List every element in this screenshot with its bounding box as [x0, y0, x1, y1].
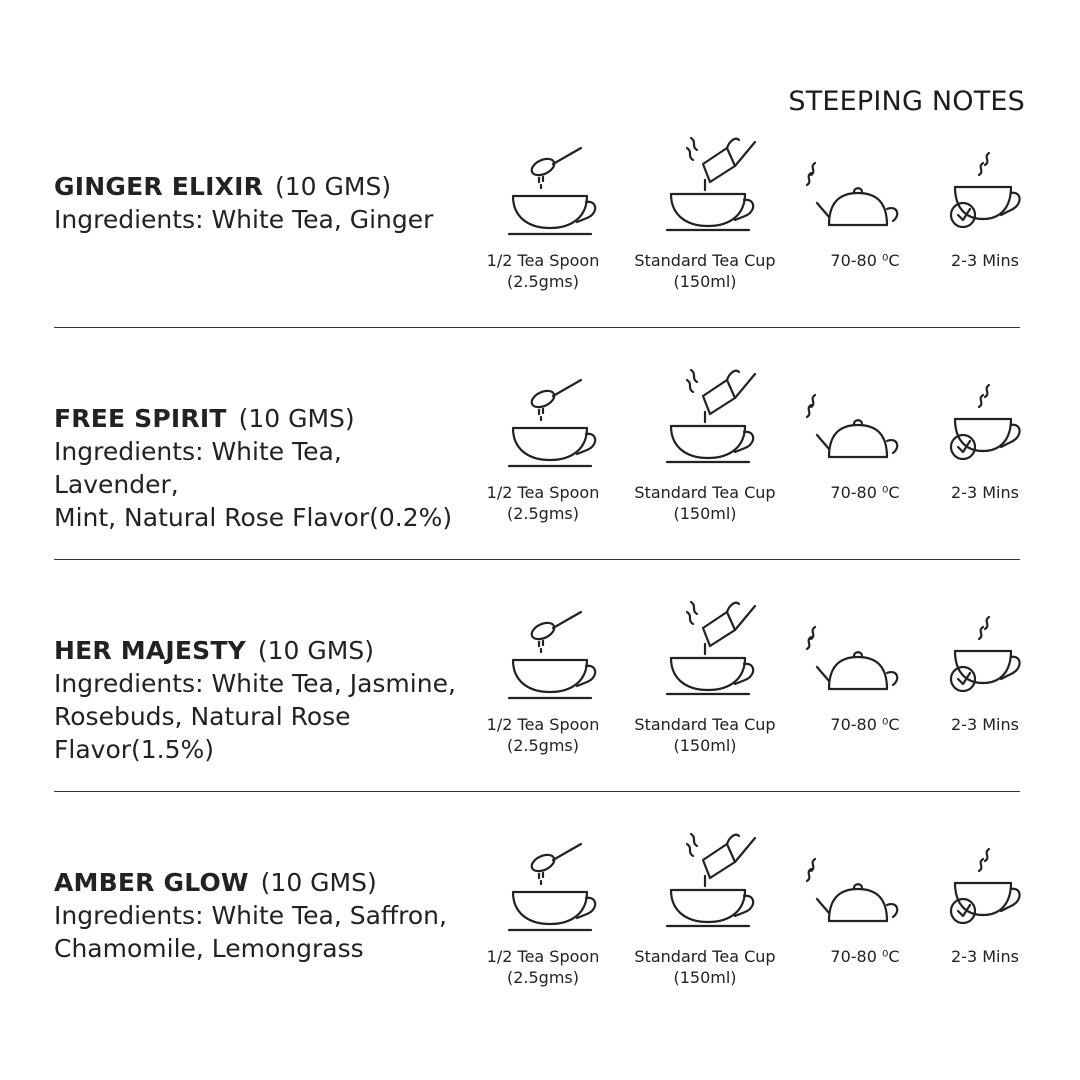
ingredients-line: White Tea, Saffron,: [211, 901, 447, 930]
tea-ingredients: [54, 899, 464, 932]
steaming-teapot-icon: [797, 841, 937, 951]
temperature-label: 70-80 ⁰C: [830, 715, 900, 734]
ingredients-line: Mint, Natural Rose Flavor(0.2%): [54, 503, 453, 532]
tea-name: HER MAJESTY: [54, 636, 246, 665]
tea-title: [54, 634, 464, 667]
ingredients-label: Ingredients:: [54, 205, 204, 234]
spoon-amount-label: 1/2 Tea Spoon (2.5gms): [486, 251, 600, 291]
tea-title: [54, 402, 464, 435]
spoon-amount-label: 1/2 Tea Spoon (2.5gms): [486, 483, 600, 523]
tea-weight: (10 GMS): [260, 868, 377, 897]
ingredients-label: Ingredients:: [54, 669, 204, 698]
clock-cup-icon: [925, 841, 1065, 951]
tea-title: [54, 866, 464, 899]
time-label: 2-3 Mins: [951, 251, 1019, 270]
tea-weight: (10 GMS): [275, 172, 392, 201]
tea-info: [54, 170, 464, 236]
spoon-amount-label: 1/2 Tea Spoon (2.5gms): [486, 715, 600, 755]
cup-size-label: Standard Tea Cup (150ml): [634, 715, 776, 755]
tea-row-her-majesty: [0, 464, 1080, 764]
ingredients-line: Flavor(1.5%): [54, 735, 215, 764]
tea-title: [54, 170, 464, 203]
pouring-kettle-cup-icon: [635, 826, 775, 936]
tea-name: GINGER ELIXIR: [54, 172, 264, 201]
ingredients-label: Ingredients:: [54, 437, 204, 466]
tea-row-free-spirit: [0, 232, 1080, 532]
temperature-label: 70-80 ⁰C: [830, 251, 900, 270]
steeping-notes-heading: STEEPING NOTES: [788, 86, 1025, 117]
temperature-label: 70-80 ⁰C: [830, 947, 900, 966]
ingredients-line: White Tea, Ginger: [211, 205, 434, 234]
tea-row-amber-glow: [0, 696, 1080, 987]
tea-row-ginger-elixir: [0, 0, 1080, 291]
tea-weight: (10 GMS): [238, 404, 355, 433]
cup-size-label: Standard Tea Cup (150ml): [634, 947, 776, 987]
pouring-kettle-cup-icon: [635, 362, 775, 472]
cup-size-label: Standard Tea Cup (150ml): [634, 483, 776, 523]
ingredients-line: Rosebuds, Natural Rose: [54, 702, 351, 731]
ingredients-line: Chamomile, Lemongrass: [54, 934, 364, 963]
pouring-kettle-cup-icon: [635, 594, 775, 704]
tea-info: [54, 866, 464, 965]
ingredients-line: White Tea, Jasmine,: [211, 669, 456, 698]
tea-name: AMBER GLOW: [54, 868, 249, 897]
time-label: 2-3 Mins: [951, 715, 1019, 734]
ingredients-line: White Tea, Lavender,: [54, 437, 342, 499]
temperature-label: 70-80 ⁰C: [830, 483, 900, 502]
cup-size-label: Standard Tea Cup (150ml): [634, 251, 776, 291]
tea-weight: (10 GMS): [257, 636, 374, 665]
ingredients-label: Ingredients:: [54, 901, 204, 930]
tea-name: FREE SPIRIT: [54, 404, 227, 433]
time-label: 2-3 Mins: [951, 483, 1019, 502]
spoon-amount-label: 1/2 Tea Spoon (2.5gms): [486, 947, 600, 987]
pouring-kettle-cup-icon: [635, 130, 775, 240]
spoon-cup-icon: [473, 836, 613, 946]
time-label: 2-3 Mins: [951, 947, 1019, 966]
